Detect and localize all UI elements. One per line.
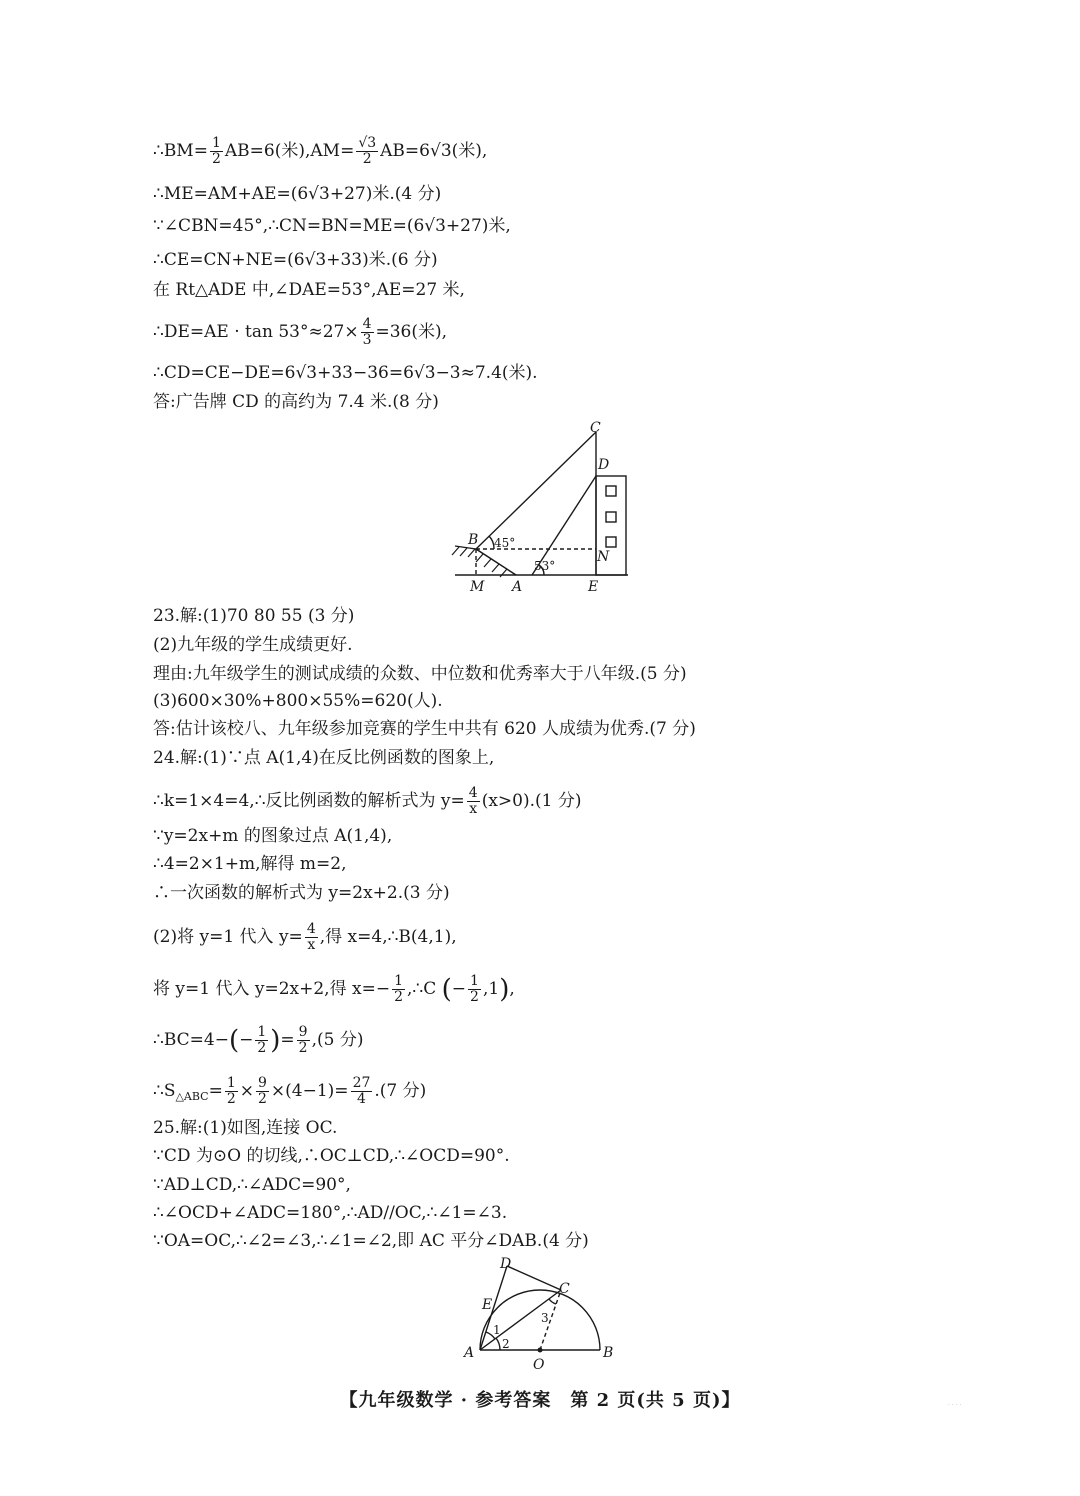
hatch-mark <box>452 547 459 555</box>
fraction: $\frac{1}{2}$ <box>257 1024 267 1056</box>
hatch-mark <box>500 569 507 577</box>
label-c: C <box>559 1281 570 1297</box>
billboard-figure <box>450 418 640 596</box>
text-line: ∵CD 为⊙O 的切线,∴OC⊥CD,∴∠OCD=90°. <box>153 1146 510 1166</box>
angle-label-3: 3 <box>541 1311 549 1325</box>
angle-label-2: 2 <box>502 1337 510 1351</box>
angle-arc <box>496 1338 500 1350</box>
text-line: 将 y=1 代入 y=2x+2,得 x=− $\frac{1}{2}$ ,∴C (− $\frac{1}{2}$ ,1), <box>153 973 515 1005</box>
text-line: 25.解:(1)如图,连接 OC. <box>153 1118 338 1138</box>
text-line: ∴k=1×4=4,∴反比例函数的解析式为 y= $\frac{4}{x}$ (x>0).(1 分) <box>153 785 582 817</box>
fraction: $\frac{1}{2}$ <box>226 1075 236 1107</box>
fraction: $\frac{1}{2}$ <box>470 973 479 1005</box>
text-line: ∴BM= $\frac{1}{2}$ AB=6(米),AM= $\frac{√3}{2}$ AB=6√3(米), <box>153 135 488 167</box>
label-m: M <box>470 579 485 595</box>
fraction: $\frac{9}{2}$ <box>258 1075 267 1107</box>
billboard-window <box>606 512 616 522</box>
angle-label-1: 1 <box>493 1323 501 1337</box>
text-line: ∴4=2×1+m,解得 m=2, <box>153 854 347 874</box>
circle-figure <box>455 1256 625 1374</box>
fraction: $\frac{4}{x}$ <box>306 921 316 953</box>
label-e: E <box>482 1297 493 1313</box>
fraction: $\frac{4}{3}$ <box>362 316 372 348</box>
angle-label-53: 53° <box>534 559 556 573</box>
text-line: 理由:九年级学生的测试成绩的众数、中位数和优秀率大于八年级.(5 分) <box>153 664 687 684</box>
text-line: ∴CE=CN+NE=(6√3+33)米.(6 分) <box>153 250 438 270</box>
label-e: E <box>588 579 599 595</box>
text-line: ∴DE=AE · tan 53°≈27× $\frac{4}{3}$ =36(米), <box>153 316 448 348</box>
label-c: C <box>590 420 601 436</box>
text-line: (2)将 y=1 代入 y= $\frac{4}{x}$ ,得 x=4,∴B(4,1), <box>153 921 457 953</box>
fraction: $\frac{27}{4}$ <box>352 1075 371 1107</box>
text-line: ∵y=2x+m 的图象过点 A(1,4), <box>153 826 393 846</box>
text-line: 答:广告牌 CD 的高约为 7.4 米.(8 分) <box>153 392 439 412</box>
billboard-window <box>606 537 616 547</box>
text-line: 24.解:(1)∵点 A(1,4)在反比例函数的图象上, <box>153 748 495 768</box>
text-line: 23.解:(1)70 80 55 (3 分) <box>153 606 355 626</box>
text-line: ∵AD⊥CD,∴∠ADC=90°, <box>153 1175 351 1195</box>
hatch-mark <box>468 549 475 557</box>
label-b: B <box>468 532 479 548</box>
center-point <box>538 1348 543 1353</box>
text-line: 在 Rt△ADE 中,∠DAE=53°,AE=27 米, <box>153 280 465 300</box>
billboard-window <box>606 486 616 496</box>
label-a: A <box>464 1345 475 1361</box>
slope-edge <box>476 549 516 575</box>
label-n: N <box>597 549 610 565</box>
label-b: B <box>603 1345 614 1361</box>
text-line: ∵OA=OC,∴∠2=∠3,∴∠1=∠2,即 AC 平分∠DAB.(4 分) <box>153 1231 589 1251</box>
scan-watermark: · · · · <box>948 1402 962 1409</box>
text-line: 答:估计该校八、九年级参加竞赛的学生中共有 620 人成绩为优秀.(7 分) <box>153 719 696 739</box>
fraction: $\frac{4}{x}$ <box>468 785 478 817</box>
text-line: ∵∠CBN=45°,∴CN=BN=ME=(6√3+27)米, <box>153 216 511 236</box>
text-line: ∴∠OCD+∠ADC=180°,∴AD//OC,∴∠1=∠3. <box>153 1203 508 1223</box>
hatch-mark <box>492 564 499 572</box>
text-line: ∴一次函数的解析式为 y=2x+2.(3 分) <box>153 883 450 903</box>
page-footer: 【九年级数学 · 参考答案 第 2 页(共 5 页)】 <box>339 1390 741 1411</box>
hatch-mark <box>476 554 483 562</box>
label-a: A <box>512 579 523 595</box>
line-bc <box>476 432 596 549</box>
fraction: $\frac{9}{2}$ <box>298 1024 308 1056</box>
tangent-dc <box>507 1266 561 1290</box>
label-o: O <box>533 1357 545 1373</box>
text-line: $\therefore S_{\triangle ABC}=$ $\frac{1}{2}$ × $\frac{9}{2}$ ×(4−1)= $\frac{27}{4}$ .(7 分) <box>153 1075 427 1107</box>
text-line: ∴ME=AM+AE=(6√3+27)米.(4 分) <box>153 184 442 204</box>
text-line: (2)九年级的学生成绩更好. <box>153 635 353 655</box>
hatch-mark <box>484 559 491 567</box>
text-line: ∴BC=4−(− $\frac{1}{2}$ )= $\frac{9}{2}$ ,(5 分) <box>153 1024 364 1056</box>
angle-label-45: 45° <box>494 536 516 550</box>
fraction: $\frac{1}{2}$ <box>211 135 221 167</box>
angle-arc <box>549 1299 556 1304</box>
hatch-mark <box>460 548 467 556</box>
label-d: D <box>500 1256 512 1272</box>
text-line: (3)600×30%+800×55%=620(人). <box>153 691 443 711</box>
text-line: ∴CD=CE−DE=6√3+33−36=6√3−3≈7.4(米). <box>153 363 538 383</box>
fraction: $\frac{1}{2}$ <box>394 973 403 1005</box>
label-d: D <box>598 457 610 473</box>
fraction: $\frac{√3}{2}$ <box>358 135 377 167</box>
slope-hatching <box>452 546 516 577</box>
